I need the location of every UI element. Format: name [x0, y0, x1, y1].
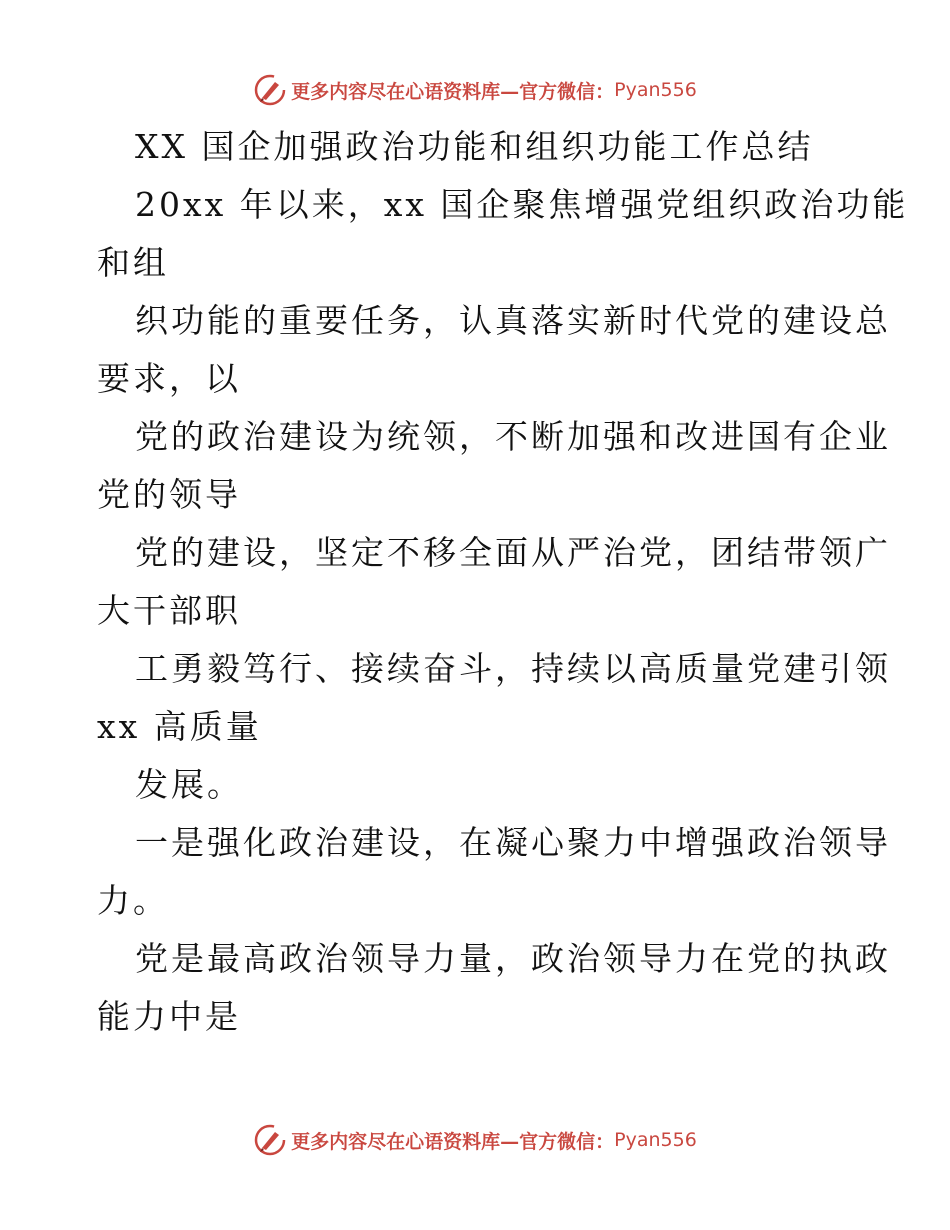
paragraph-line: xx 高质量 — [97, 707, 262, 746]
paragraph-line: 要求，以 — [97, 359, 241, 398]
paragraph-line: 党的政治建设为统领，不断加强和改进国有企业 — [135, 417, 891, 456]
section-heading-line: 力。 — [97, 881, 169, 920]
paragraph-line: 和组 — [97, 243, 169, 282]
footer-watermark — [0, 1120, 950, 1160]
paragraph-line: 工勇毅笃行、接续奋斗，持续以高质量党建引领 — [135, 649, 891, 688]
paragraph-line: 发展。 — [135, 765, 243, 804]
section-heading-line: 一是强化政治建设，在凝心聚力中增强政治领导 — [135, 823, 891, 862]
watermark-text: 更多内容尽在心语资料库—官方微信： — [291, 80, 615, 103]
watermark-account: Pyan556 — [614, 79, 697, 101]
paragraph-line: 能力中是 — [97, 997, 241, 1036]
quill-pen-logo-icon — [253, 73, 287, 107]
paragraph-line: 党的建设，坚定不移全面从严治党，团结带领广 — [135, 533, 891, 572]
header-watermark — [0, 70, 950, 110]
document-body — [97, 118, 909, 1046]
paragraph-line: 党的领导 — [97, 475, 241, 514]
watermark-account: Pyan556 — [614, 1129, 697, 1151]
paragraph-line: 20xx 年以来，xx 国企聚焦增强党组织政治功能 — [135, 185, 909, 224]
quill-pen-logo-icon — [253, 1123, 287, 1157]
paragraph-line: 织功能的重要任务，认真落实新时代党的建设总 — [135, 301, 891, 340]
watermark-text: 更多内容尽在心语资料库—官方微信： — [291, 1130, 615, 1153]
paragraph-line: 大干部职 — [97, 591, 241, 630]
document-title: XX 国企加强政治功能和组织功能工作总结 — [135, 127, 814, 166]
paragraph-line: 党是最高政治领导力量，政治领导力在党的执政 — [135, 939, 891, 978]
